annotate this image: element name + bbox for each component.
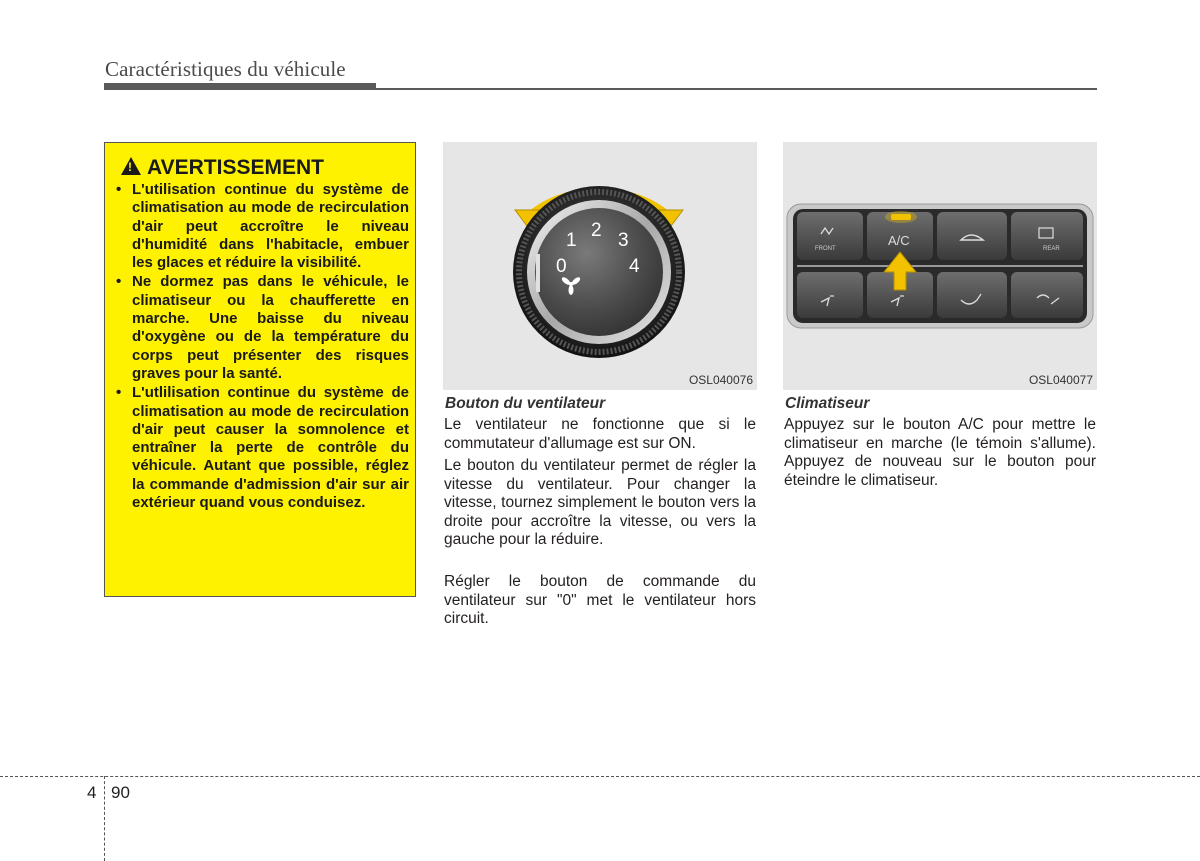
dial-number-0: 0 [556, 256, 567, 277]
fan-paragraph: Le bouton du ventilateur permet de régler la vitesse du ventilateur. Pour changer la vitesse, tournez simplement le bouton vers la droite pour accroître la vitesse, ou vers la gauche pour la réduire. [444, 457, 756, 548]
footer-divider [104, 776, 105, 861]
chapter-number: 4 [87, 783, 97, 802]
figure-code: OSL040077 [1028, 373, 1093, 387]
front-label: FRONT [815, 246, 836, 252]
warning-triangle-icon [121, 157, 141, 175]
figure-code: OSL040076 [688, 373, 753, 387]
ac-panel-figure [783, 142, 1097, 390]
footer-rule [0, 776, 1200, 777]
ac-caption: Climatiseur [785, 395, 870, 412]
warning-item: • L'utlilisation continue du système de climatisation au mode de recirculation d'air peut causer la somnolence et entraîner la perte de contrôle du véhicule. Autant que possible, réglez la commande d'admission d'air sur air extérieur quand vous conduisez. [113, 384, 409, 512]
ac-panel-illustration [783, 142, 1097, 390]
dial-number-4: 4 [629, 256, 640, 277]
dial-number-3: 3 [618, 230, 629, 251]
header-rule-thin [104, 88, 1097, 90]
warning-box [104, 142, 416, 597]
dial-number-1: 1 [566, 230, 577, 251]
rear-label: REAR [1043, 246, 1060, 252]
warning-title-text: AVERTISSEMENT [147, 156, 324, 179]
fan-paragraph: Le ventilateur ne fonctionne que si le commutateur d'allumage est sur ON. [444, 416, 756, 452]
dial-number-2: 2 [591, 220, 602, 241]
warning-item: • Ne dormez pas dans le véhicule, le climatiseur ou la chaufferette en marche. Une baisse du niveau d'oxygène ou de la température du corps peut présenter des risques graves pour la santé. [113, 273, 409, 383]
ac-button-label: A/C [888, 233, 910, 248]
warning-item: • L'utilisation continue du système de climatisation au mode de recirculation d'air peut accroître le niveau d'humidité dans l'habitacle, embuer les glaces et réduire la visibilité. [113, 181, 409, 272]
fan-caption: Bouton du ventilateur [445, 395, 606, 412]
warning-heading [121, 156, 324, 180]
fan-knob-figure [443, 142, 757, 390]
ac-paragraph: Appuyez sur le bouton A/C pour mettre le climatiseur en marche (le témoin s'allume). Appuyez de nouveau sur le bouton pour éteindre le climatiseur. [784, 416, 1096, 489]
page-number: 90 [111, 783, 130, 802]
page-header-title: Caractéristiques du véhicule [105, 57, 346, 81]
fan-paragraph: Régler le bouton de commande du ventilateur sur "0" met le ventilateur hors circuit. [444, 573, 756, 627]
fan-knob-illustration [443, 142, 757, 390]
warning-list [113, 181, 409, 513]
